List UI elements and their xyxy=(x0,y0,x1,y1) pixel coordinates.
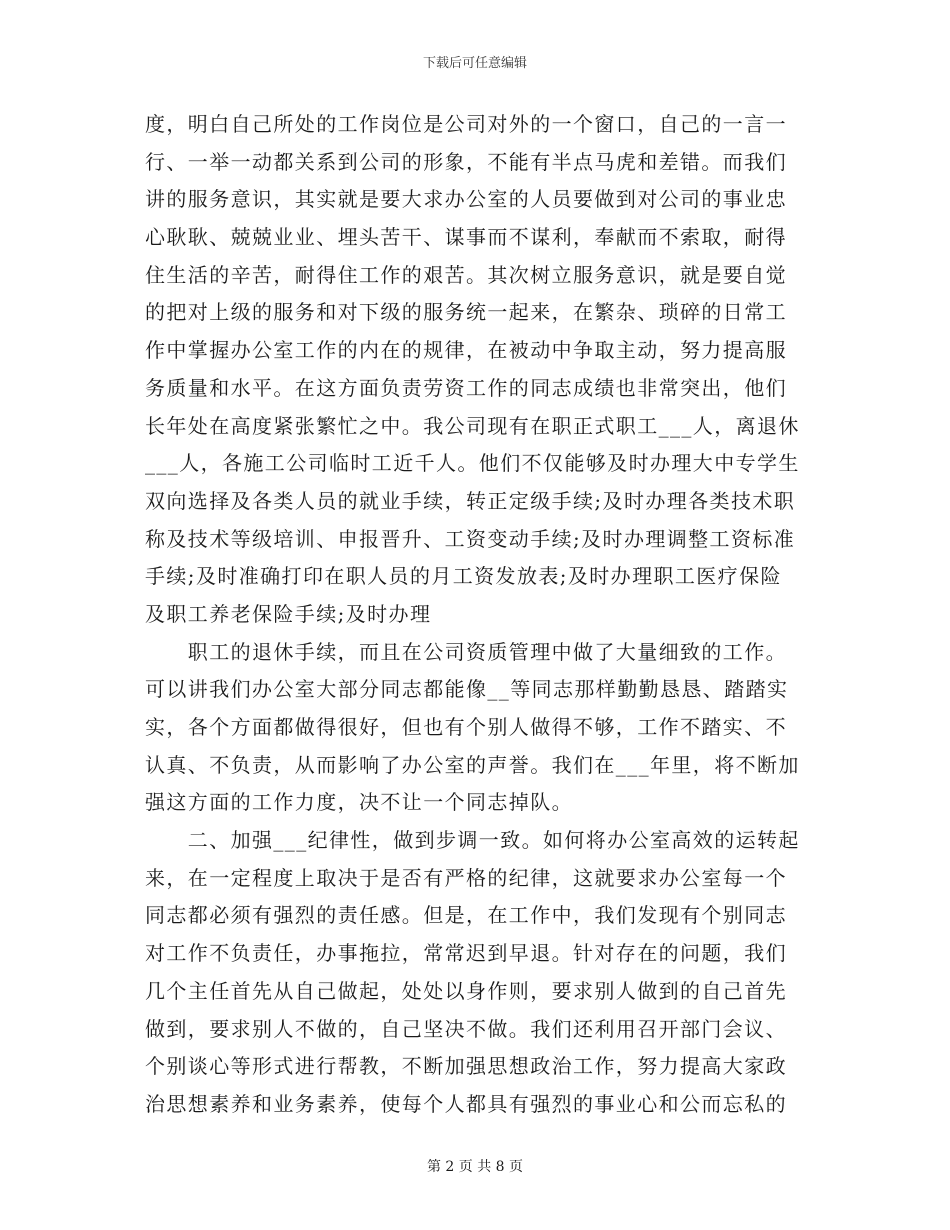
text-line: 对工作不负责任，办事拖拉，常常迟到早退。针对存在的问题，我们 xyxy=(145,941,787,966)
text-line: ___人，各施工公司临时工近千人。他们不仅能够及时办理大中专学生 xyxy=(145,451,800,476)
text-line: 强这方面的工作力度，决不让一个同志掉队。 xyxy=(145,790,573,815)
text-line: 认真、不负责，从而影响了办公室的声誉。我们在___年里，将不断加 xyxy=(145,752,800,777)
text-line: 几个主任首先从自己做起，处处以身作则，要求别人做到的自己首先 xyxy=(145,978,787,1003)
text-line: 的把对上级的服务和对下级的服务统一起来，在繁杂、琐碎的日常工 xyxy=(145,300,787,325)
text-line: 及职工养老保险手续;及时办理 xyxy=(145,601,432,626)
text-line: 长年处在高度紧张繁忙之中。我公司现有在职正式职工___人，离退休 xyxy=(145,413,800,438)
text-line: 可以讲我们办公室大部分同志都能像__等同志那样勤勤恳恳、踏踏实 xyxy=(145,677,789,702)
text-line: 做到，要求别人不做的，自己坚决不做。我们还利用召开部门会议、 xyxy=(145,1016,787,1041)
text-line: 来，在一定程度上取决于是否有严格的纪律，这就要求办公室每一个 xyxy=(145,865,787,890)
document-body xyxy=(145,106,815,1124)
text-line: 作中掌握办公室工作的内在的规律，在被动中争取主动，努力提高服 xyxy=(145,338,787,363)
text-line: 称及技术等级培训、申报晋升、工资变动手续;及时办理调整工资标准 xyxy=(145,526,796,551)
text-line: 个别谈心等形式进行帮教，不断加强思想政治工作，努力提高大家政 xyxy=(145,1054,787,1079)
text-line: 行、一举一动都关系到公司的形象，不能有半点马虎和差错。而我们 xyxy=(145,149,787,174)
text-line: 手续;及时准确打印在职人员的月工资发放表;及时办理职工医疗保险 xyxy=(145,564,782,589)
text-line: 治思想素养和业务素养，使每个人都具有强烈的事业心和公而忘私的 xyxy=(145,1091,787,1116)
text-line: 实，各个方面都做得很好，但也有个别人做得不够，工作不踏实、不 xyxy=(145,715,787,739)
text-line: 务质量和水平。在这方面负责劳资工作的同志成绩也非常突出，他们 xyxy=(145,375,787,400)
text-line: 心耿耿、兢兢业业、埋头苦干、谋事而不谋利，奉献而不索取，耐得 xyxy=(145,225,787,250)
page-footer: 第 2 页 共 8 页 xyxy=(426,1159,524,1175)
text-line: 住生活的辛苦，耐得住工作的艰苦。其次树立服务意识，就是要自觉 xyxy=(145,262,787,287)
text-line: 讲的服务意识，其实就是要大求办公室的人员要做到对公司的事业忠 xyxy=(145,187,787,212)
text-line: 同志都必须有强烈的责任感。但是，在工作中，我们发现有个别同志 xyxy=(145,903,787,928)
text-line: 职工的退休手续，而且在公司资质管理中做了大量细致的工作。 xyxy=(145,639,787,664)
text-line: 双向选择及各类人员的就业手续，转正定级手续;及时办理各类技术职 xyxy=(145,488,796,513)
text-line: 度，明白自己所处的工作岗位是公司对外的一个窗口，自己的一言一 xyxy=(145,112,787,136)
text-line: 二、加强___纪律性，做到步调一致。如何将办公室高效的运转起 xyxy=(145,828,800,853)
page-header: 下载后可任意编辑 xyxy=(422,56,527,71)
